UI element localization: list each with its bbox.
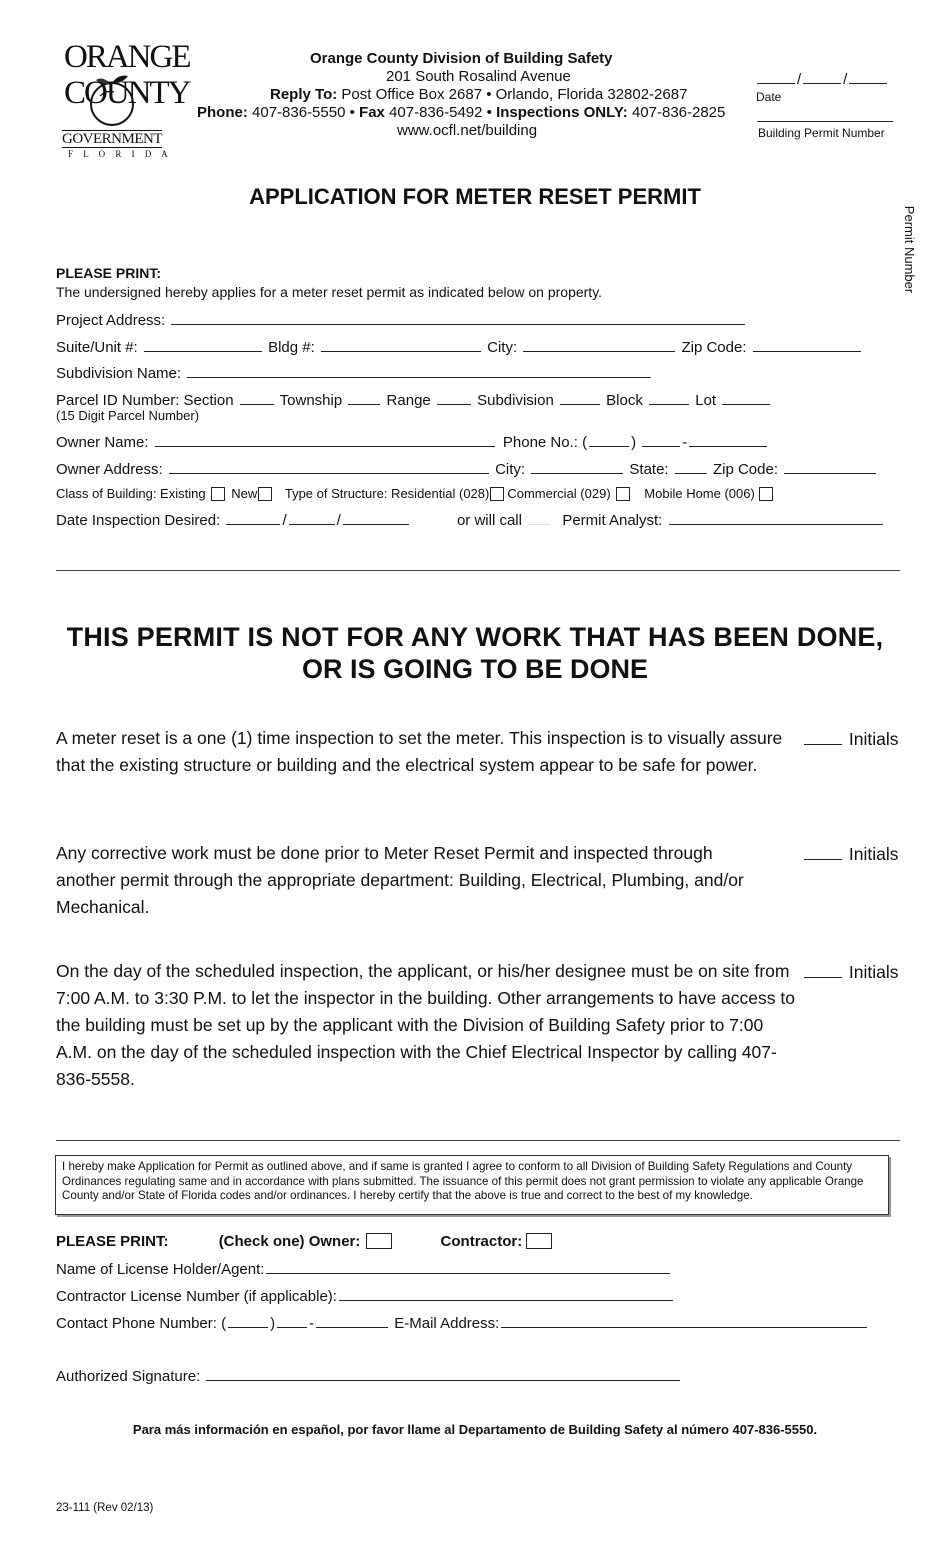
- paragraph-3: On the day of the scheduled inspection, the applicant, or his/her designee must be on site from 7:00 A.M. to 3:30 P.M. to let the inspector in the building. Other arrangements to have access to the building must be set up by the applicant with the Division of Building Safety prior to 7:00 A.M. on the day of the scheduled inspection with the Chief Electrical Inspector by calling 407-836-5558.: [56, 961, 795, 1089]
- date-inspection-label: Date Inspection Desired:: [56, 512, 221, 529]
- building-permit-number-label: Building Permit Number: [758, 126, 885, 140]
- date-label: Date: [756, 90, 782, 104]
- suite-row: [56, 338, 863, 356]
- will-call-field[interactable]: [528, 511, 550, 525]
- subdivision-label: Subdivision: [477, 392, 554, 409]
- side-permit-number-label: Permit Number: [902, 205, 918, 294]
- state-label: State:: [629, 461, 669, 478]
- owner-city-field[interactable]: [531, 460, 623, 474]
- new-checkbox[interactable]: [258, 487, 272, 501]
- new-label: New: [231, 486, 258, 501]
- initials-1-label: Initials: [848, 729, 899, 749]
- license-holder-row: [56, 1260, 672, 1278]
- warning-line2: OR IS GOING TO BE DONE: [301, 654, 649, 684]
- state-field[interactable]: [675, 460, 707, 474]
- owner-address-field[interactable]: [169, 460, 489, 474]
- contact-row: Contact Phone Number: ( ) - E-Mail Address:: [56, 1314, 869, 1332]
- contact-phone-label: Contact Phone Number: (: [56, 1315, 227, 1332]
- existing-checkbox[interactable]: [211, 487, 225, 501]
- owner-zip-label: Zip Code:: [712, 461, 778, 478]
- inspections-label: Inspections ONLY:: [496, 104, 628, 121]
- logo-line1: ORANGE: [64, 39, 190, 75]
- please-print-heading: PLEASE PRINT:: [56, 265, 162, 281]
- signature-row: [56, 1367, 682, 1385]
- suite-label: Suite/Unit #:: [56, 339, 138, 356]
- phone-prefix-field[interactable]: [642, 433, 680, 447]
- owner-checkbox[interactable]: [366, 1233, 392, 1249]
- permit-analyst-label: Permit Analyst:: [562, 512, 663, 529]
- owner-address-label: Owner Address:: [56, 461, 163, 478]
- agreement-divider: [56, 1140, 900, 1141]
- bottom-print-row: [56, 1233, 552, 1250]
- initials-2-label: Initials: [848, 844, 899, 864]
- reply-to: [270, 86, 687, 103]
- permit-analyst-field[interactable]: [669, 511, 883, 525]
- zip-field[interactable]: [753, 338, 861, 352]
- initials-3[interactable]: [802, 962, 898, 983]
- inspection-date-field[interactable]: / /: [224, 512, 410, 529]
- section-field[interactable]: [240, 391, 274, 405]
- initials-1[interactable]: [802, 729, 898, 750]
- city-label: City:: [487, 339, 518, 356]
- zip-label: Zip Code:: [681, 339, 747, 356]
- phone-value: 407-836-5550 •: [252, 104, 355, 121]
- subdivision-name-field[interactable]: [187, 364, 651, 378]
- residential-checkbox[interactable]: [490, 487, 504, 501]
- section-divider: [56, 570, 900, 571]
- initials-3-label: Initials: [848, 962, 899, 982]
- logo-line4: F L O R I D A: [68, 149, 172, 159]
- website[interactable]: www.ocfl.net/building: [397, 122, 538, 139]
- owner-name-row: Owner Name: Phone No.: ( ) -: [56, 433, 769, 451]
- subdivision-field[interactable]: [560, 391, 600, 405]
- owner-check-label: (Check one) Owner:: [218, 1233, 361, 1250]
- phone-line-field[interactable]: [689, 433, 767, 447]
- city-field[interactable]: [523, 338, 675, 352]
- phone-no-label: Phone No.: (: [502, 434, 588, 451]
- owner-zip-field[interactable]: [784, 460, 876, 474]
- contractor-check-label: Contractor:: [440, 1233, 523, 1250]
- email-field[interactable]: [501, 1314, 867, 1328]
- parcel-row: [56, 391, 772, 409]
- reply-label: Reply To:: [270, 86, 338, 103]
- commercial-checkbox[interactable]: [616, 487, 630, 501]
- reply-value: Post Office Box 2687 • Orlando, Florida 32802-2687: [341, 86, 688, 103]
- range-field[interactable]: [437, 391, 471, 405]
- commercial-label: Commercial (029): [507, 486, 611, 501]
- contact-prefix-field[interactable]: [277, 1314, 307, 1328]
- township-field[interactable]: [348, 391, 380, 405]
- org-street: 201 South Rosalind Avenue: [386, 68, 571, 85]
- intro-text: The undersigned hereby applies for a meter reset permit as indicated below on property.: [56, 284, 603, 300]
- paragraph-1: A meter reset is a one (1) time inspection to set the meter. This inspection is to visually assure that the existing structure or building and the electrical system appear to be safe for power.: [56, 728, 783, 775]
- subdivision-row: [56, 364, 653, 382]
- license-number-label: Contractor License Number (if applicable):: [56, 1288, 337, 1305]
- spanish-note: Para más información en español, por favor llame al Departamento de Building Safety al número 407-836-5550.: [132, 1422, 818, 1437]
- lot-label: Lot: [695, 392, 717, 409]
- page-title: APPLICATION FOR METER RESET PERMIT: [249, 184, 701, 209]
- phone-line: [197, 104, 725, 121]
- building-permit-number-field[interactable]: [757, 121, 893, 122]
- agreement-box: I hereby make Application for Permit as outlined above, and if same is granted I agree to conform to all Division of Building Safety Regulations and County Ordinances regulating same and in accordance with plans submitted. The issuance of this permit does not grant permission to violate any applicable Orange County and/or State of Florida codes and/or ordinances. I hereby certify that the above is true and correct to the best of my knowledge.: [55, 1155, 889, 1215]
- signature-field[interactable]: [206, 1367, 680, 1381]
- owner-address-row: [56, 460, 878, 478]
- parcel-label: Parcel ID Number: Section: [56, 392, 234, 409]
- project-address-label: Project Address:: [56, 312, 166, 329]
- mobile-home-label: Mobile Home (006): [644, 486, 755, 501]
- residential-label: Type of Structure: Residential (028): [284, 486, 490, 501]
- project-address-row: [56, 311, 747, 329]
- owner-city-label: City:: [495, 461, 526, 478]
- class-row: [56, 486, 776, 501]
- fax-label: Fax: [359, 104, 385, 121]
- bldg-label: Bldg #:: [268, 339, 315, 356]
- subdivision-name-label: Subdivision Name:: [56, 365, 182, 382]
- paragraph-2: Any corrective work must be done prior to Meter Reset Permit and inspected through another permit through the appropriate department: Building, Electrical, Plumbing, and/or Mechanical.: [56, 843, 744, 917]
- inspections-value: 407-836-2825: [631, 104, 726, 121]
- lot-field[interactable]: [722, 391, 770, 405]
- date-inspection-row: [56, 511, 885, 529]
- range-label: Range: [386, 392, 431, 409]
- bldg-field[interactable]: [321, 338, 481, 352]
- fax-value: 407-836-5492 •: [389, 104, 492, 121]
- project-address-field[interactable]: [171, 311, 745, 325]
- signature-label: Authorized Signature:: [56, 1368, 201, 1385]
- suite-field[interactable]: [144, 338, 262, 352]
- phone-area-field[interactable]: [589, 433, 629, 447]
- block-field[interactable]: [649, 391, 689, 405]
- phone-label: Phone:: [197, 104, 248, 121]
- will-call-label: or will call: [456, 512, 522, 529]
- form-id: 23-111 (Rev 02/13): [56, 1502, 154, 1514]
- logo-line3: GOVERNMENT: [62, 131, 162, 147]
- contact-area-field[interactable]: [228, 1314, 268, 1328]
- contractor-checkbox[interactable]: [526, 1233, 552, 1249]
- initials-2[interactable]: [802, 844, 898, 865]
- owner-name-field[interactable]: [155, 433, 495, 447]
- warning-line1: THIS PERMIT IS NOT FOR ANY WORK THAT HAS BEEN DONE,: [66, 622, 884, 652]
- block-label: Block: [606, 392, 643, 409]
- email-label: E-Mail Address:: [394, 1315, 500, 1332]
- org-name: Orange County Division of Building Safety: [310, 50, 613, 67]
- license-number-field[interactable]: [339, 1287, 673, 1301]
- bottom-please-print: PLEASE PRINT:: [56, 1233, 169, 1250]
- county-logo: [56, 39, 190, 160]
- logo-line2: COUNTY: [64, 75, 190, 111]
- contact-line-field[interactable]: [316, 1314, 388, 1328]
- township-label: Township: [279, 392, 343, 409]
- parcel-note: (15 Digit Parcel Number): [56, 408, 200, 423]
- date-field[interactable]: / /: [755, 70, 889, 88]
- license-holder-field[interactable]: [266, 1260, 670, 1274]
- license-holder-label: Name of License Holder/Agent:: [56, 1261, 265, 1278]
- license-number-row: [56, 1287, 675, 1305]
- owner-name-label: Owner Name:: [56, 434, 149, 451]
- mobile-home-checkbox[interactable]: [759, 487, 773, 501]
- class-existing-label: Class of Building: Existing: [56, 486, 206, 501]
